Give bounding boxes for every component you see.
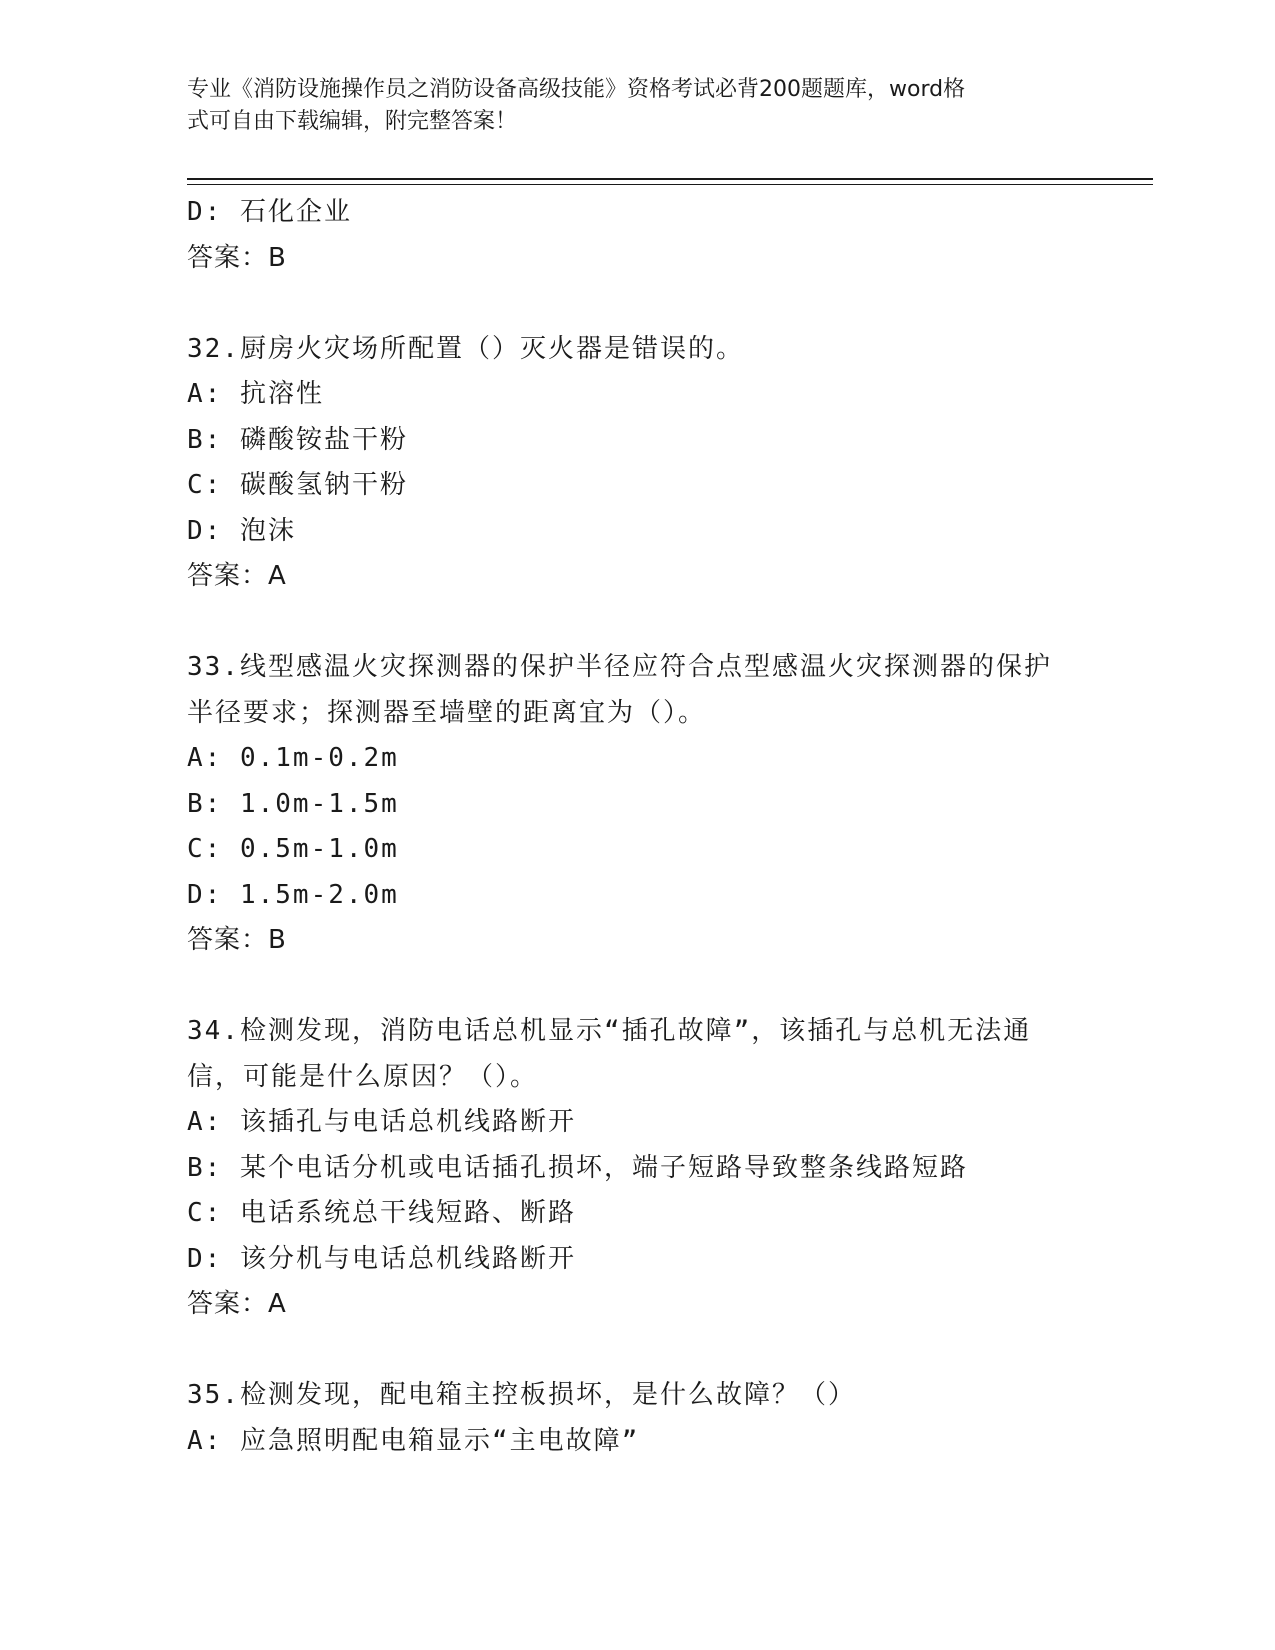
option-b: B: 磷酸铵盐干粉 <box>187 424 408 455</box>
option-b: B: 某个电话分机或电话插孔损坏，端子短路导致整条线路短路 <box>187 1152 968 1183</box>
question-stem-continued: 信，可能是什么原因？（）。 <box>187 1061 539 1092</box>
option-d: D: 石化企业 <box>187 197 352 227</box>
spacer <box>187 600 1087 646</box>
question-35 <box>187 1373 1087 1464</box>
spacer <box>187 281 1087 327</box>
option-d: D: 1.5m-2.0m <box>187 879 399 910</box>
option-c: C: 电话系统总干线短路、断路 <box>187 1198 576 1228</box>
option-a: A: 应急照明配电箱显示“主电故障” <box>187 1425 640 1456</box>
spacer <box>187 964 1087 1010</box>
option-c: C: 0.5m-1.0m <box>187 834 399 864</box>
question-34 <box>187 1009 1087 1328</box>
header-rule-thin <box>187 184 1153 185</box>
answer-line: 答案：B <box>187 925 287 955</box>
spacer <box>187 1328 1087 1374</box>
option-d: D: 该分机与电话总机线路断开 <box>187 1243 576 1274</box>
question-list <box>187 190 1087 1464</box>
question-stem: 32.厨房火灾场所配置（）灭火器是错误的。 <box>187 333 744 364</box>
answer-line: 答案：A <box>187 1289 287 1319</box>
document-header <box>187 74 1087 138</box>
header-line-1: 专业《消防设施操作员之消防设备高级技能》资格考试必背200题题库，word格 <box>187 77 966 102</box>
option-a: A: 0.1m-0.2m <box>187 743 399 773</box>
header-line-2: 式可自由下载编辑，附完整答案！ <box>187 109 518 134</box>
option-a: A: 该插孔与电话总机线路断开 <box>187 1107 576 1137</box>
option-c: C: 碳酸氢钠干粉 <box>187 470 408 500</box>
question-stem: 35.检测发现，配电箱主控板损坏，是什么故障？（） <box>187 1380 856 1410</box>
answer-line: 答案：A <box>187 561 287 591</box>
question-stem: 34.检测发现，消防电话总机显示“插孔故障”，该插孔与总机无法通 <box>187 1016 1032 1046</box>
header-rule-thick <box>187 178 1153 180</box>
question-31-tail <box>187 190 1087 281</box>
question-32 <box>187 327 1087 600</box>
question-stem: 33.线型感温火灾探测器的保护半径应符合点型感温火灾探测器的保护 <box>187 652 1052 682</box>
question-stem-continued: 半径要求；探测器至墙壁的距离宜为（）。 <box>187 697 707 728</box>
answer-line: 答案：B <box>187 242 287 273</box>
option-d: D: 泡沫 <box>187 515 296 546</box>
question-33 <box>187 645 1087 964</box>
option-a: A: 抗溶性 <box>187 379 324 409</box>
option-b: B: 1.0m-1.5m <box>187 788 399 819</box>
